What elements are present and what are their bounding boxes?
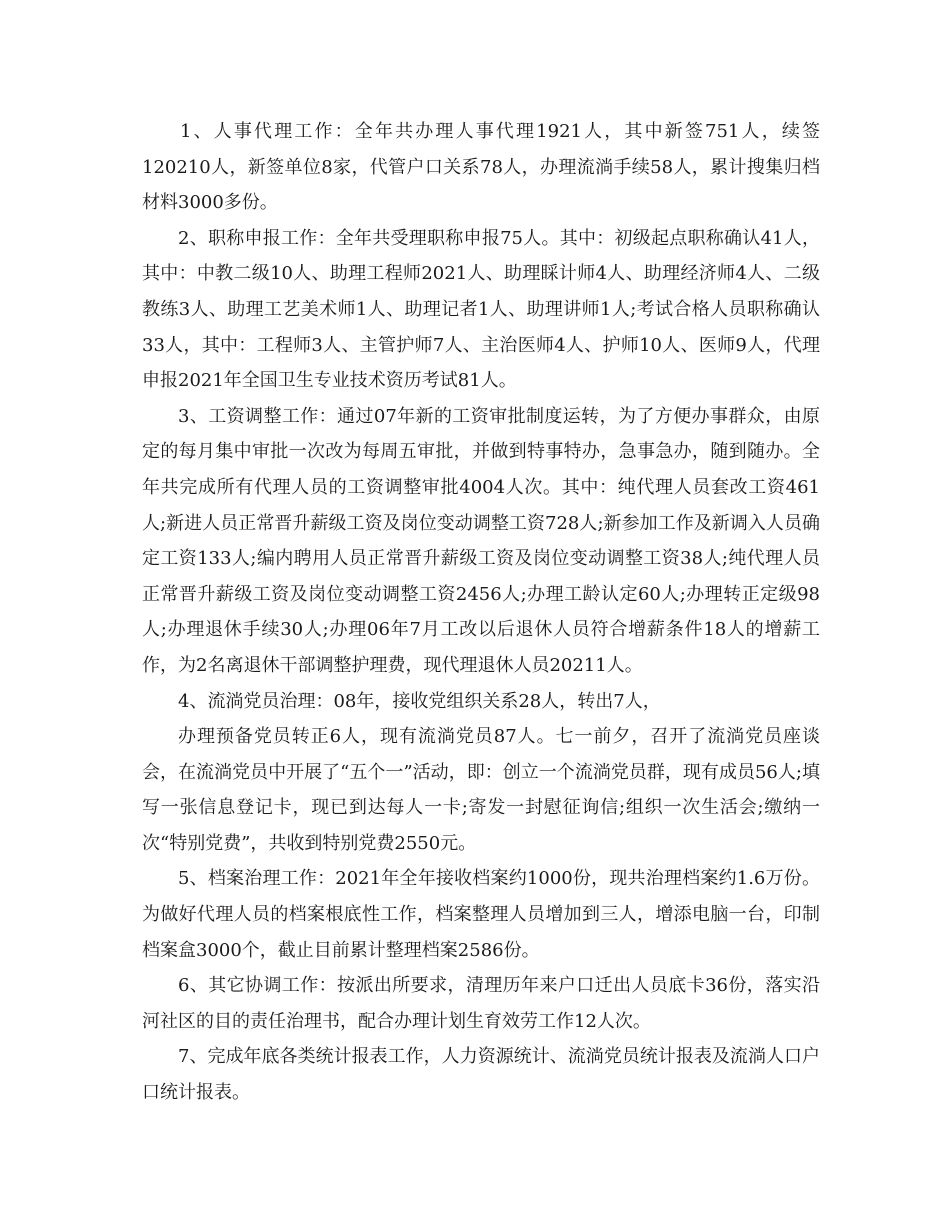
document-body bbox=[142, 114, 820, 1111]
paragraph-title-application: 2、职称申报工作：全年共受理职称申报75人。其中：初级起点职称确认41人，其中：中教二级10人、助理工程师2021人、助理睬计师4人、助理经济师4人、二级教练3人、助理工艺美术师1人、助理记者1人、助理讲师1人;考试合格人员职称确认33人，其中：工程师3人、主管护师7人、主治医师4人、护师10人、医师9人，代理申报2021年全国卫生专业技术资历考试81人。 bbox=[142, 227, 820, 392]
paragraph-personnel-agency: 1、人事代理工作：全年共办理人事代理1921人，其中新签751人，续签120210人，新签单位8家，代管户口关系78人，办理流淌手续58人，累计搜集归档材料3000多份。 bbox=[142, 121, 820, 214]
paragraph-year-end-statistics: 7、完成年底各类统计报表工作，人力资源统计、流淌党员统计报表及流淌人口户口统计报表。 bbox=[142, 1046, 820, 1104]
paragraph-party-members-continued: 办理预备党员转正6人，现有流淌党员87人。七一前夕，召开了流淌党员座谈会，在流淌党员中开展了“五个一”活动，即：创立一个流淌党员群，现有成员56人;填写一张信息登记卡，现已到达每人一卡;寄发一封慰征询信;组织一次生活会;缴纳一次“特别党费”，共收到特别党费2550元。 bbox=[142, 726, 820, 854]
paragraph-other-coordination: 6、其它协调工作：按派出所要求，清理历年来户口迁出人员底卡36份，落实沿河社区的目的责任治理书，配合办理计划生育效劳工作12人次。 bbox=[142, 975, 820, 1032]
paragraph-archive-management: 5、档案治理工作：2021年全年接收档案约1000份，现共治理档案约1.6万份。为做好代理人员的档案根底性工作，档案整理人员增加到三人，增添电脑一台，印制档案盒3000个，截止目前累计整理档案2586份。 bbox=[142, 868, 820, 961]
paragraph-party-members: 4、流淌党员治理：08年，接收党组织关系28人，转出7人， bbox=[178, 690, 661, 712]
paragraph-salary-adjustment: 3、工资调整工作：通过07年新的工资审批制度运转，为了方便办事群众，由原定的每月集中审批一次改为每周五审批，并做到特事特办，急事急办，随到随办。全年共完成所有代理人员的工资调整审批4004人次。其中：纯代理人员套改工资461人;新进人员正常晋升薪级工资及岗位变动调整工资728人;新参加工作及新调入人员确定工资133人;编内聘用人员正常晋升薪级工资及岗位变动调整工资38人;纯代理人员正常晋升薪级工资及岗位变动调整工资2456人;办理工龄认定60人;办理转正定级98人;办理退休手续30人;办理06年7月工改以后退休人员符合增薪条件18人的增薪工作，为2名离退休干部调整护理费，现代理退休人员20211人。 bbox=[142, 405, 820, 676]
